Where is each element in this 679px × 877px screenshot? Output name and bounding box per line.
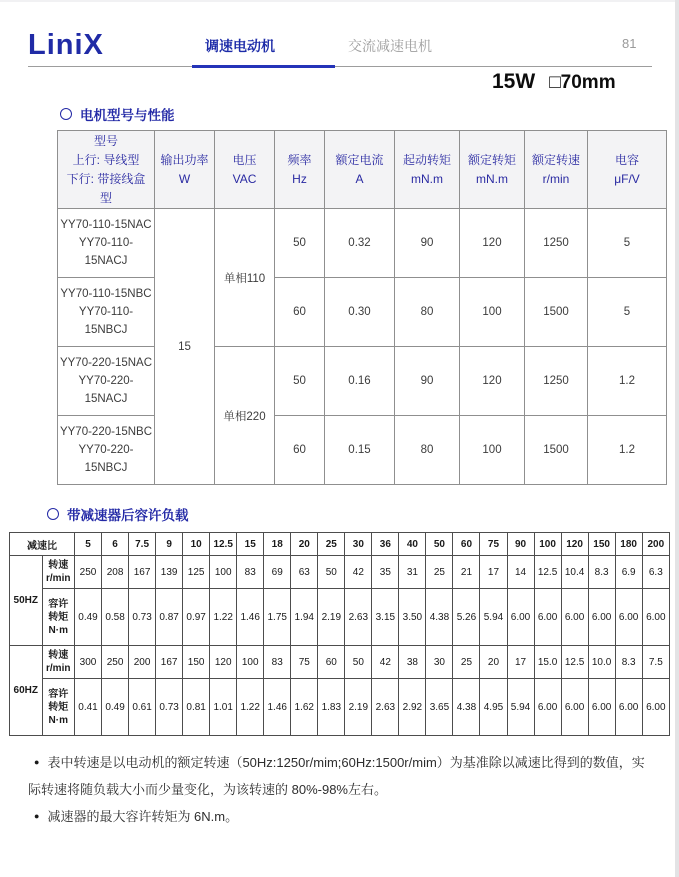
page-number: 81 — [622, 36, 637, 51]
ratio-value: 6 — [102, 533, 129, 556]
ratio-value: 100 — [534, 533, 561, 556]
speed-value: 69 — [264, 556, 291, 589]
torque-value: 3.15 — [372, 589, 399, 646]
speed-value: 50 — [345, 646, 372, 679]
model-header-line: 型 — [99, 190, 112, 205]
speed-value: 75 — [291, 646, 318, 679]
torque-row-50hz — [10, 589, 670, 646]
speed-value: 100 — [210, 556, 237, 589]
speed-value: 100 — [237, 646, 264, 679]
ratio-value: 120 — [561, 533, 588, 556]
motor-table-row — [58, 347, 667, 416]
speed-value: 83 — [264, 646, 291, 679]
torque-value: 3.50 — [399, 589, 426, 646]
model-cell: YY70-220-15NBC YY70-220-15NBCJ — [58, 416, 155, 485]
speed-value: 31 — [399, 556, 426, 589]
col-header-rated-torque: 额定转矩 mN.m — [460, 131, 525, 209]
footnotes — [28, 749, 646, 830]
starting-torque-cell: 90 — [395, 347, 460, 416]
torque-value: 5.26 — [453, 589, 480, 646]
motor-table-row — [58, 278, 667, 347]
torque-value: 1.22 — [237, 679, 264, 736]
torque-value: 1.46 — [264, 679, 291, 736]
tab-speed-control-motor[interactable]: 调速电动机 — [205, 38, 275, 54]
linix-logo: LiniX — [28, 29, 104, 61]
speed-value: 42 — [372, 646, 399, 679]
speed-value: 83 — [237, 556, 264, 589]
torque-value: 0.73 — [156, 679, 183, 736]
speed-value: 25 — [453, 646, 480, 679]
col-header-voltage: 电压 VAC — [215, 131, 275, 209]
starting-torque-cell: 80 — [395, 278, 460, 347]
speed-value: 6.3 — [642, 556, 669, 589]
torque-value: 6.00 — [642, 679, 669, 736]
ratio-value: 15 — [237, 533, 264, 556]
speed-value: 17 — [480, 556, 507, 589]
capacitor-cell: 1.2 — [588, 347, 667, 416]
ratio-value: 25 — [318, 533, 345, 556]
torque-value: 1.22 — [210, 589, 237, 646]
current-cell: 0.15 — [325, 416, 395, 485]
speed-value: 42 — [345, 556, 372, 589]
torque-value: 5.94 — [480, 589, 507, 646]
col-header-frequency: 频率 Hz — [275, 131, 325, 209]
rated-speed-cell: 1250 — [525, 209, 588, 278]
voltage-cell: 单相220 — [215, 347, 275, 485]
speed-value: 63 — [291, 556, 318, 589]
rated-torque-cell: 120 — [460, 209, 525, 278]
frequency-cell: 60 — [275, 416, 325, 485]
speed-row-label: 转速 r/min — [42, 556, 75, 589]
speed-value: 10.4 — [561, 556, 588, 589]
capacitor-cell: 5 — [588, 209, 667, 278]
rated-torque-cell: 100 — [460, 278, 525, 347]
speed-value: 300 — [75, 646, 102, 679]
torque-value: 6.00 — [615, 589, 642, 646]
model-header-line: 下行: 带接线盒 — [66, 171, 146, 186]
ratio-value: 50 — [426, 533, 453, 556]
torque-value: 2.92 — [399, 679, 426, 736]
note-item — [28, 803, 646, 830]
torque-value: 6.00 — [534, 589, 561, 646]
rated-speed-cell: 1250 — [525, 347, 588, 416]
speed-value: 25 — [426, 556, 453, 589]
ratio-value: 60 — [453, 533, 480, 556]
frequency-cell: 50 — [275, 347, 325, 416]
current-cell: 0.30 — [325, 278, 395, 347]
torque-value: 6.00 — [642, 589, 669, 646]
col-header-output-power: 输出功率 W — [155, 131, 215, 209]
speed-value: 20 — [480, 646, 507, 679]
frequency-cell: 50 — [275, 209, 325, 278]
tab-ac-gear-motor[interactable]: 交流减速电机 — [348, 38, 432, 54]
col-header-rated-speed: 额定转速 r/min — [525, 131, 588, 209]
torque-row-label: 容许 转矩 N·m — [42, 679, 75, 736]
speed-value: 60 — [318, 646, 345, 679]
active-tab-underline — [192, 65, 335, 68]
speed-value: 120 — [210, 646, 237, 679]
col-header-starting-torque: 起动转矩 mN.m — [395, 131, 460, 209]
model-cell: YY70-110-15NAC YY70-110-15NACJ — [58, 209, 155, 278]
speed-value: 14 — [507, 556, 534, 589]
ratio-value: 200 — [642, 533, 669, 556]
torque-value: 2.63 — [345, 589, 372, 646]
starting-torque-cell: 80 — [395, 416, 460, 485]
current-cell: 0.16 — [325, 347, 395, 416]
current-cell: 0.32 — [325, 209, 395, 278]
circle-bullet-icon — [60, 108, 72, 120]
col-header-rated-current: 额定电流 A — [325, 131, 395, 209]
speed-value: 8.3 — [588, 556, 615, 589]
torque-value: 0.49 — [102, 679, 129, 736]
section-title-allowable-load — [47, 504, 189, 524]
motor-table-header-row — [58, 131, 667, 209]
torque-value: 1.75 — [264, 589, 291, 646]
model-cell: YY70-220-15NAC YY70-220-15NACJ — [58, 347, 155, 416]
ratio-value: 7.5 — [129, 533, 156, 556]
ratio-value: 5 — [75, 533, 102, 556]
speed-row-60hz — [10, 646, 670, 679]
circle-bullet-icon — [47, 508, 59, 520]
torque-value: 4.38 — [426, 589, 453, 646]
note-item — [28, 749, 646, 803]
ratio-label: 减速比 — [10, 533, 75, 556]
product-frame-size: □70mm — [549, 72, 616, 93]
torque-value: 1.83 — [318, 679, 345, 736]
speed-value: 7.5 — [642, 646, 669, 679]
torque-value: 2.19 — [345, 679, 372, 736]
torque-value: 0.87 — [156, 589, 183, 646]
rated-speed-cell: 1500 — [525, 416, 588, 485]
speed-value: 12.5 — [561, 646, 588, 679]
torque-value: 6.00 — [561, 679, 588, 736]
torque-value: 6.00 — [615, 679, 642, 736]
torque-value: 1.01 — [210, 679, 237, 736]
motor-table-row — [58, 209, 667, 278]
torque-value: 0.41 — [75, 679, 102, 736]
allowable-load-table — [9, 532, 670, 736]
section-title-motor-models — [60, 104, 175, 124]
motor-table-row — [58, 416, 667, 485]
torque-value: 0.81 — [183, 679, 210, 736]
ratio-header-row — [10, 533, 670, 556]
speed-value: 17 — [507, 646, 534, 679]
speed-value: 15.0 — [534, 646, 561, 679]
model-header-line: 型号 — [93, 133, 118, 148]
torque-value: 1.62 — [291, 679, 318, 736]
torque-value: 0.97 — [183, 589, 210, 646]
speed-value: 125 — [183, 556, 210, 589]
speed-value: 139 — [156, 556, 183, 589]
model-cell: YY70-110-15NBC YY70-110-15NBCJ — [58, 278, 155, 347]
note-text: 减速器的最大容许转矩为 6N.m。 — [47, 809, 239, 824]
torque-value: 1.94 — [291, 589, 318, 646]
note-text: 表中转速是以电动机的额定转速（50Hz:1250r/mim;60Hz:1500r/mim）为基准除以减速比得到的数值，实际转速将随负载大小而少量变化，为该转速的 80%-98%左右。 — [28, 755, 645, 797]
speed-row-50hz — [10, 556, 670, 589]
frequency-cell: 60 — [275, 278, 325, 347]
bullet-icon: ● — [34, 757, 40, 767]
speed-value: 250 — [75, 556, 102, 589]
col-header-capacitor: 电容 μF/V — [588, 131, 667, 209]
torque-value: 4.38 — [453, 679, 480, 736]
speed-value: 21 — [453, 556, 480, 589]
rated-torque-cell: 120 — [460, 347, 525, 416]
torque-value: 0.73 — [129, 589, 156, 646]
model-header-line: 上行: 导线型 — [72, 152, 140, 167]
bullet-icon: ● — [34, 811, 40, 821]
speed-value: 12.5 — [534, 556, 561, 589]
torque-value: 0.61 — [129, 679, 156, 736]
section-title-text: 带减速器后容许负载 — [67, 508, 189, 523]
speed-row-label: 转速 r/min — [42, 646, 75, 679]
ratio-value: 90 — [507, 533, 534, 556]
torque-value: 6.00 — [561, 589, 588, 646]
torque-value: 6.00 — [588, 679, 615, 736]
ratio-value: 40 — [399, 533, 426, 556]
product-heading — [492, 70, 616, 94]
capacitor-cell: 5 — [588, 278, 667, 347]
torque-value: 0.49 — [75, 589, 102, 646]
output-power-cell: 15 — [155, 209, 215, 485]
speed-value: 50 — [318, 556, 345, 589]
ratio-value: 150 — [588, 533, 615, 556]
ratio-value: 75 — [480, 533, 507, 556]
speed-value: 150 — [183, 646, 210, 679]
ratio-value: 30 — [345, 533, 372, 556]
ratio-value: 180 — [615, 533, 642, 556]
speed-value: 10.0 — [588, 646, 615, 679]
voltage-cell: 单相110 — [215, 209, 275, 347]
torque-row-60hz — [10, 679, 670, 736]
ratio-value: 12.5 — [210, 533, 237, 556]
ratio-value: 20 — [291, 533, 318, 556]
speed-value: 167 — [156, 646, 183, 679]
rated-torque-cell: 100 — [460, 416, 525, 485]
ratio-value: 10 — [183, 533, 210, 556]
torque-row-label: 容许 转矩 N·m — [42, 589, 75, 646]
speed-value: 8.3 — [615, 646, 642, 679]
torque-value: 2.63 — [372, 679, 399, 736]
ratio-value: 36 — [372, 533, 399, 556]
capacitor-cell: 1.2 — [588, 416, 667, 485]
speed-value: 30 — [426, 646, 453, 679]
section-title-text: 电机型号与性能 — [80, 108, 175, 123]
ratio-value: 18 — [264, 533, 291, 556]
torque-value: 1.46 — [237, 589, 264, 646]
speed-value: 167 — [129, 556, 156, 589]
torque-value: 6.00 — [588, 589, 615, 646]
torque-value: 0.58 — [102, 589, 129, 646]
top-edge-strip — [0, 0, 679, 2]
speed-value: 200 — [129, 646, 156, 679]
motor-spec-table — [57, 130, 667, 485]
torque-value: 4.95 — [480, 679, 507, 736]
speed-value: 35 — [372, 556, 399, 589]
ratio-value: 9 — [156, 533, 183, 556]
torque-value: 5.94 — [507, 679, 534, 736]
header-divider — [28, 66, 652, 67]
rated-speed-cell: 1500 — [525, 278, 588, 347]
scrollbar-track[interactable] — [675, 0, 679, 877]
speed-value: 250 — [102, 646, 129, 679]
speed-value: 208 — [102, 556, 129, 589]
torque-value: 6.00 — [534, 679, 561, 736]
col-header-model — [58, 131, 155, 209]
freq-60hz-cell: 60HZ — [10, 646, 43, 736]
speed-value: 6.9 — [615, 556, 642, 589]
product-power: 15W — [492, 70, 536, 93]
speed-value: 38 — [399, 646, 426, 679]
starting-torque-cell: 90 — [395, 209, 460, 278]
torque-value: 6.00 — [507, 589, 534, 646]
freq-50hz-cell: 50HZ — [10, 556, 43, 646]
torque-value: 2.19 — [318, 589, 345, 646]
torque-value: 3.65 — [426, 679, 453, 736]
